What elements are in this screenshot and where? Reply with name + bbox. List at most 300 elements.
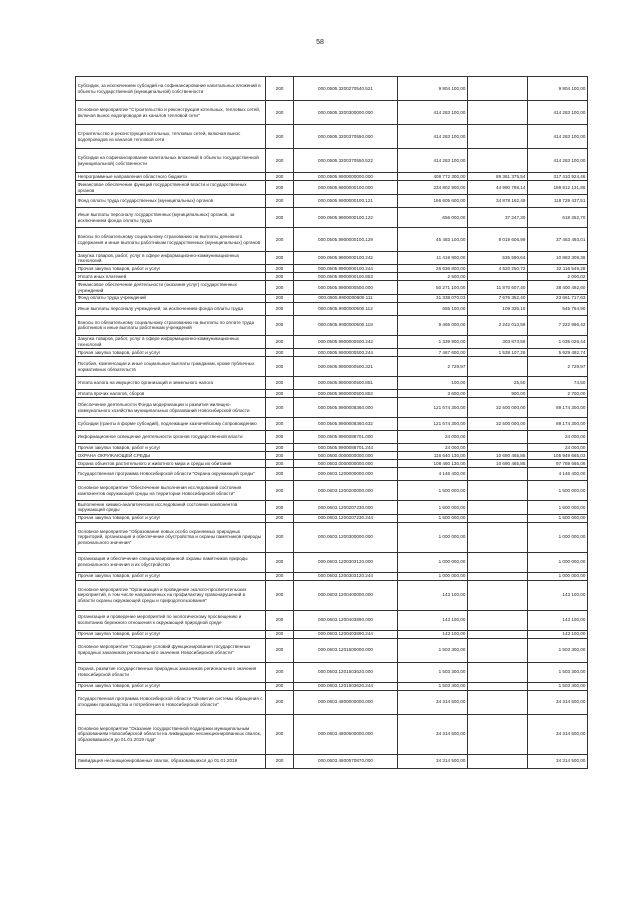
row-approved: 1 500 000,00 (398, 481, 468, 501)
row-remaining: 24 000,00 (528, 431, 588, 444)
row-approved: 1 000 000,00 (398, 522, 468, 552)
row-executed (468, 149, 528, 173)
row-name: Финансовое обеспечение деятельности (оказания услуг) государственных учреждений (76, 281, 266, 294)
row-kbk: 000.0603.0000000000.000 (294, 460, 398, 468)
table-row (76, 265, 588, 273)
row-name: Уплата прочих налогов, сборов (76, 390, 266, 398)
row-executed (468, 682, 528, 690)
row-kbk: 000.0603.4800570870.000 (294, 754, 398, 768)
row-name: ОХРАНА ОКРУЖАЮЩЕЙ СРЕДЫ (76, 452, 266, 460)
row-approved: 9 804 100,00 (398, 77, 468, 101)
row-code: 200 (266, 208, 294, 228)
table-row (76, 460, 588, 468)
table-row (76, 522, 588, 552)
table-row (76, 452, 588, 460)
table-row (76, 638, 588, 662)
row-approved: 1 000 000,00 (398, 572, 468, 580)
row-code: 200 (266, 522, 294, 552)
row-name: Прочая закупка товаров, работ и услуг (76, 349, 266, 357)
row-remaining: 143 100,00 (528, 580, 588, 610)
row-remaining: 143 100,00 (528, 610, 588, 630)
table-row (76, 444, 588, 452)
row-executed: 11 870 607,40 (468, 281, 528, 294)
row-name: Основное мероприятие "Обеспечение выполнения исследований состояния компонентов окружающей среды на территории Новосибирской области" (76, 481, 266, 501)
row-remaining: 2 700,00 (528, 390, 588, 398)
row-kbk: 000.0505.9900000100.244 (294, 265, 398, 273)
table-row (76, 580, 588, 610)
table-row (76, 125, 588, 149)
row-executed (468, 481, 528, 501)
row-kbk: 000.0603.1200207230.000 (294, 501, 398, 514)
row-code: 200 (266, 228, 294, 252)
row-remaining: 414 283 100,00 (528, 101, 588, 125)
row-executed (468, 580, 528, 610)
row-name: Непрограммные направления областного бюджета (76, 173, 266, 181)
row-code: 200 (266, 662, 294, 682)
row-remaining: 414 283 100,00 (528, 125, 588, 149)
table-row (76, 552, 588, 572)
row-executed: 535 590,64 (468, 252, 528, 265)
row-code: 200 (266, 281, 294, 294)
table-row (76, 349, 588, 357)
table-row (76, 281, 588, 294)
row-code: 200 (266, 273, 294, 281)
row-approved: 655 100,00 (398, 302, 468, 315)
row-kbk: 000.0505.9900000500.112 (294, 302, 398, 315)
table-row (76, 335, 588, 348)
row-approved: 26 636 800,00 (398, 265, 468, 273)
table-row (76, 514, 588, 522)
row-executed (468, 431, 528, 444)
row-executed (468, 273, 528, 281)
row-kbk: 000.0505.3200370550.522 (294, 149, 398, 173)
row-name: Прочая закупка товаров, работ и услуг (76, 514, 266, 522)
row-approved: 1 339 900,00 (398, 335, 468, 348)
row-remaining: 317 410 924,46 (528, 173, 588, 181)
row-kbk: 000.0505.9900000100.853 (294, 273, 398, 281)
row-approved: 1 500 000,00 (398, 514, 468, 522)
row-remaining: 23 661 717,63 (528, 294, 588, 302)
row-code: 200 (266, 460, 294, 468)
row-executed: 32 500 000,00 (468, 398, 528, 418)
row-kbk: 000.0505.9900000500.851 (294, 377, 398, 390)
row-executed (468, 468, 528, 481)
row-approved: 7 467 600,00 (398, 349, 468, 357)
row-kbk: 000.0505.3200300000.000 (294, 101, 398, 125)
table-row (76, 357, 588, 377)
row-approved: 31 338 070,03 (398, 294, 468, 302)
row-approved: 1 503 300,00 (398, 662, 468, 682)
row-name: Выполнение химико-аналитических исследований состояния компонентов окружающей среды (76, 501, 266, 514)
row-name: Прочая закупка товаров, работ и услуг (76, 572, 266, 580)
row-code: 200 (266, 77, 294, 101)
row-remaining: 89 174 300,00 (528, 398, 588, 418)
row-executed: 4 520 250,72 (468, 265, 528, 273)
row-executed: 37 247,30 (468, 208, 528, 228)
row-kbk: 000.0505.9900000100.129 (294, 228, 398, 252)
row-name: Закупка товаров, работ, услуг в сфере информационно-коммуникационных технологий (76, 252, 266, 265)
row-remaining: 34 314 500,00 (528, 754, 588, 768)
row-code: 200 (266, 552, 294, 572)
row-name: Строительство и реконструкция котельных, тепловых сетей, включая вынос водопроводов из каналов тепловой сети (76, 125, 266, 149)
row-executed: 109 335,10 (468, 302, 528, 315)
row-name: Уплата иных платежей (76, 273, 266, 281)
row-code: 200 (266, 418, 294, 431)
row-name: Иные выплаты персоналу учреждений, за исключением фонда оплаты труда (76, 302, 266, 315)
row-kbk: 000.0505.9900000100.242 (294, 252, 398, 265)
row-approved: 1 000 000,00 (398, 552, 468, 572)
row-kbk: 000.0505.9900000500.852 (294, 390, 398, 398)
row-kbk: 000.0505.9900088701.244 (294, 444, 398, 452)
row-code: 200 (266, 398, 294, 418)
table-row (76, 101, 588, 125)
row-remaining: 9 804 100,00 (528, 77, 588, 101)
row-executed: 900,00 (468, 390, 528, 398)
row-executed (468, 610, 528, 630)
row-remaining: 24 000,00 (528, 444, 588, 452)
table-row (76, 181, 588, 195)
row-approved: 414 283 100,00 (398, 101, 468, 125)
row-kbk: 000.0505.9900000500.321 (294, 357, 398, 377)
row-name: Иные выплаты персоналу государственных (муниципальных) органов, за исключением фонда оплаты труда (76, 208, 266, 228)
row-code: 200 (266, 431, 294, 444)
row-executed (468, 357, 528, 377)
row-kbk: 000.0505.9900000500.119 (294, 315, 398, 335)
row-approved: 24 000,00 (398, 431, 468, 444)
table-row (76, 682, 588, 690)
row-kbk: 000.0505.9900000100.122 (294, 208, 398, 228)
row-name: Прочая закупка товаров, работ и услуг (76, 682, 266, 690)
row-approved: 1 503 300,00 (398, 682, 468, 690)
row-approved: 406 772 300,00 (398, 173, 468, 181)
row-kbk: 000.0505.3200270540.521 (294, 77, 398, 101)
table-row (76, 501, 588, 514)
table-row (76, 690, 588, 714)
row-approved: 116 640 130,00 (398, 452, 468, 460)
row-executed: 303 873,56 (468, 335, 528, 348)
row-code: 200 (266, 149, 294, 173)
row-approved: 166 605 600,00 (398, 195, 468, 208)
row-approved: 1 503 300,00 (398, 638, 468, 662)
row-code: 200 (266, 572, 294, 580)
table-row (76, 418, 588, 431)
row-code: 200 (266, 580, 294, 610)
row-approved: 3 600,00 (398, 390, 468, 398)
table-row (76, 398, 588, 418)
row-approved: 143 100,00 (398, 610, 468, 630)
row-code: 200 (266, 714, 294, 754)
row-executed (468, 125, 528, 149)
row-remaining: 1 000 000,00 (528, 552, 588, 572)
row-remaining: 545 764,90 (528, 302, 588, 315)
row-name: Основное мероприятие "Создание условий функционирования государственных природных заказников регионального значения Новосибирской области" (76, 638, 266, 662)
row-approved: 11 418 900,00 (398, 252, 468, 265)
row-code: 200 (266, 349, 294, 357)
table-row (76, 173, 588, 181)
row-approved: 108 460 130,00 (398, 460, 468, 468)
row-name: Субсидии на софинансирование капитальных вложений в объекты государственной (муниципальной) собственности (76, 149, 266, 173)
row-name: Основное мероприятие "Оказание государственной поддержки муниципальным образованиям Новосибирской области на ликвидацию несанкционированных свалок, образовавшихся до 01.01.2019 года" (76, 714, 266, 754)
row-code: 200 (266, 610, 294, 630)
row-remaining: 37 463 493,01 (528, 228, 588, 252)
table-row (76, 481, 588, 501)
row-executed (468, 522, 528, 552)
row-approved: 50 271 100,00 (398, 281, 468, 294)
row-name: Прочая закупка товаров, работ и услуг (76, 444, 266, 452)
row-kbk: 000.0603.1201503620.244 (294, 682, 398, 690)
row-remaining: 22 116 549,28 (528, 265, 588, 273)
row-remaining: 1 503 300,00 (528, 662, 588, 682)
row-name: Обеспечение деятельности Фонда модернизации и развития жилищно-коммунального хозяйства муниципальных образований Новосибирской области (76, 398, 266, 418)
row-code: 200 (266, 501, 294, 514)
row-name: Взносы по обязательному социальному страхованию на выплаты денежного содержания и иные выплаты работникам государственных (муниципальных) органов (76, 228, 266, 252)
table-row (76, 294, 588, 302)
row-name: Уплата налога на имущество организаций и земельного налога (76, 377, 266, 390)
row-executed (468, 501, 528, 514)
row-approved: 414 283 100,00 (398, 149, 468, 173)
row-code: 200 (266, 444, 294, 452)
row-kbk: 000.0505.3200370550.000 (294, 125, 398, 149)
row-code: 200 (266, 452, 294, 460)
table-row (76, 208, 588, 228)
row-code: 200 (266, 754, 294, 768)
row-kbk: 000.0603.1200400000.000 (294, 580, 398, 610)
row-executed: 1 538 107,28 (468, 349, 528, 357)
row-executed: 8 019 606,99 (468, 228, 528, 252)
row-approved: 4 146 400,00 (398, 468, 468, 481)
row-kbk: 000.0600.0000000000.000 (294, 452, 398, 460)
row-approved: 414 283 100,00 (398, 125, 468, 149)
row-name: Субсидии (гранты в форме субсидий), подлежащие казначейскому сопровождению (76, 418, 266, 431)
row-executed (468, 714, 528, 754)
row-approved: 34 314 500,00 (398, 690, 468, 714)
table-row (76, 630, 588, 638)
row-code: 200 (266, 690, 294, 714)
row-code: 200 (266, 294, 294, 302)
row-remaining: 105 949 665,03 (528, 452, 588, 460)
row-kbk: 000.0603.4800000000.000 (294, 690, 398, 714)
row-code: 200 (266, 630, 294, 638)
row-executed: 34 878 162,49 (468, 195, 528, 208)
row-code: 200 (266, 682, 294, 690)
row-remaining: 2 000,02 (528, 273, 588, 281)
row-kbk: 000.0505.9900000100.121 (294, 195, 398, 208)
row-kbk: 000.0603.1200303120.244 (294, 572, 398, 580)
row-executed (468, 754, 528, 768)
row-code: 200 (266, 302, 294, 315)
table-row (76, 252, 588, 265)
row-kbk: 000.0505.9900000500.111 (294, 294, 398, 302)
row-remaining: 414 283 100,00 (528, 149, 588, 173)
table-row (76, 273, 588, 281)
row-approved: 34 314 500,00 (398, 754, 468, 768)
budget-table-body (76, 77, 588, 769)
row-remaining: 5 929 492,74 (528, 349, 588, 357)
row-kbk: 000.0603.1200200000.000 (294, 481, 398, 501)
row-remaining: 1 503 300,00 (528, 682, 588, 690)
table-row (76, 377, 588, 390)
row-kbk: 000.0603.1200207230.244 (294, 514, 398, 522)
row-remaining: 1 035 026,44 (528, 335, 588, 348)
row-approved: 1 500 000,00 (398, 501, 468, 514)
row-executed (468, 101, 528, 125)
row-kbk: 000.0505.9900008360.632 (294, 418, 398, 431)
row-executed (468, 662, 528, 682)
row-remaining: 118 729 437,51 (528, 195, 588, 208)
table-row (76, 228, 588, 252)
row-remaining: 4 146 400,00 (528, 468, 588, 481)
row-name: Организация и обеспечение специализированной охраны памятников природы регионального значения и их обустройство (76, 552, 266, 572)
row-kbk: 000.0603.1201503620.000 (294, 662, 398, 682)
row-remaining: 1 000 000,00 (528, 522, 588, 552)
row-remaining: 1 503 300,00 (528, 638, 588, 662)
row-executed: 10 690 465,85 (468, 460, 528, 468)
row-kbk: 000.0505.9900000000.000 (294, 173, 398, 181)
row-remaining: 10 883 309,36 (528, 252, 588, 265)
row-code: 200 (266, 315, 294, 335)
row-code: 200 (266, 357, 294, 377)
row-executed (468, 444, 528, 452)
row-kbk: 000.0505.9900008360.000 (294, 398, 398, 418)
row-approved: 2 500,00 (398, 273, 468, 281)
row-executed: 32 500 000,00 (468, 418, 528, 431)
row-approved: 121 674 300,00 (398, 398, 468, 418)
row-name: Ликвидация несанкционированных свалок, образовавшихся до 01.01.2019 (76, 754, 266, 768)
row-kbk: 000.0603.1201500000.000 (294, 638, 398, 662)
row-approved: 121 674 300,00 (398, 418, 468, 431)
row-remaining: 2 729,97 (528, 357, 588, 377)
table-row (76, 714, 588, 754)
row-remaining: 1 500 000,00 (528, 501, 588, 514)
row-kbk: 000.0505.9900000500.244 (294, 349, 398, 357)
row-remaining: 7 222 986,42 (528, 315, 588, 335)
row-executed: 10 690 465,85 (468, 452, 528, 460)
row-code: 200 (266, 335, 294, 348)
row-kbk: 000.0505.9900000100.000 (294, 181, 398, 195)
row-executed (468, 77, 528, 101)
row-remaining: 1 500 000,00 (528, 481, 588, 501)
row-remaining: 618 252,70 (528, 208, 588, 228)
row-code: 200 (266, 125, 294, 149)
row-kbk: 000.0505.9900088701.000 (294, 431, 398, 444)
table-row (76, 302, 588, 315)
table-row (76, 431, 588, 444)
row-remaining: 97 769 665,06 (528, 460, 588, 468)
row-remaining: 189 812 131,86 (528, 181, 588, 195)
row-name: Охрана объектов растительного и животного мира и среды их обитания (76, 460, 266, 468)
row-kbk: 000.0505.9900000500.000 (294, 281, 398, 294)
row-approved: 143 100,00 (398, 630, 468, 638)
row-remaining: 89 174 300,00 (528, 418, 588, 431)
row-name: Финансовое обеспечение функций государственной власти и государственных органов (76, 181, 266, 195)
row-code: 200 (266, 638, 294, 662)
row-name: Организация и проведение мероприятий по экологическому просвещению и воспитанию бережного отношения к окружающей природной среде (76, 610, 266, 630)
row-name: Основное мероприятие "Образование новых особо охраняемых природных территорий, организация и обеспечение обустройства и охраны памятников природы регионального значения" (76, 522, 266, 552)
row-name: Прочая закупка товаров, работ и услуг (76, 265, 266, 273)
row-approved: 45 483 100,00 (398, 228, 468, 252)
table-row (76, 77, 588, 101)
row-kbk: 000.0603.1200403890.244 (294, 630, 398, 638)
row-code: 200 (266, 173, 294, 181)
row-executed (468, 514, 528, 522)
row-name: Информационное освещение деятельности органов государственной власти (76, 431, 266, 444)
row-remaining: 34 314 500,00 (528, 714, 588, 754)
row-name: Государственная программа Новосибирской области "Развитие системы обращения с отходами производства и потребления в Новосибирской области" (76, 690, 266, 714)
row-code: 200 (266, 514, 294, 522)
row-name: Пособия, компенсации и иные социальные выплаты гражданам, кроме публичных нормативных обязательств (76, 357, 266, 377)
row-code: 200 (266, 390, 294, 398)
row-kbk: 000.0603.1200403890.000 (294, 610, 398, 630)
row-approved: 9 465 000,00 (398, 315, 468, 335)
table-row (76, 754, 588, 768)
table-row (76, 662, 588, 682)
row-kbk: 000.0603.1200000000.000 (294, 468, 398, 481)
row-executed: 25,50 (468, 377, 528, 390)
row-executed: 89 361 375,54 (468, 173, 528, 181)
row-code: 200 (266, 195, 294, 208)
row-kbk: 000.0603.4800500000.000 (294, 714, 398, 754)
row-remaining: 38 400 492,60 (528, 281, 588, 294)
row-name: Прочая закупка товаров, работ и услуг (76, 630, 266, 638)
page-number: 58 (316, 39, 324, 46)
row-remaining: 1 500 000,00 (528, 514, 588, 522)
row-approved: 2 729,97 (398, 357, 468, 377)
table-row (76, 468, 588, 481)
row-name: Закупка товаров, работ, услуг в сфере информационно-коммуникационных технологий (76, 335, 266, 348)
row-kbk: 000.0603.1200300000.000 (294, 522, 398, 552)
budget-table (75, 76, 588, 769)
table-row (76, 195, 588, 208)
row-name: Основное мероприятие "Организация и проведение эколого-просветительских мероприятий, в том числе направленных на профилактику правонарушений в области охраны окружающей среды и природопользования" (76, 580, 266, 610)
table-row (76, 149, 588, 173)
row-code: 200 (266, 252, 294, 265)
row-executed (468, 572, 528, 580)
row-approved: 143 100,00 (398, 580, 468, 610)
row-executed: 44 990 768,14 (468, 181, 528, 195)
row-code: 200 (266, 468, 294, 481)
row-executed (468, 638, 528, 662)
row-kbk: 000.0603.1200303120.000 (294, 552, 398, 572)
row-code: 200 (266, 181, 294, 195)
row-name: Взносы по обязательному социальному страхованию на выплаты по оплате труда работников и иные выплаты работникам учреждений (76, 315, 266, 335)
row-kbk: 000.0505.9900000500.242 (294, 335, 398, 348)
table-row (76, 390, 588, 398)
row-approved: 34 314 500,00 (398, 714, 468, 754)
row-approved: 234 802 900,00 (398, 181, 468, 195)
row-approved: 100,00 (398, 377, 468, 390)
row-name: Фонд оплаты труда государственных (муниципальных) органов (76, 195, 266, 208)
row-remaining: 1 000 000,00 (528, 572, 588, 580)
row-executed: 2 242 013,58 (468, 315, 528, 335)
row-executed: 7 676 352,40 (468, 294, 528, 302)
row-code: 200 (266, 481, 294, 501)
row-executed (468, 552, 528, 572)
table-row (76, 315, 588, 335)
row-approved: 656 000,00 (398, 208, 468, 228)
row-name: Фонд оплаты труда учреждений (76, 294, 266, 302)
row-name: Основное мероприятие "Строительство и реконструкция котельных, тепловых сетей, включая вынос водопроводов из каналов тепловой сети" (76, 101, 266, 125)
row-approved: 24 000,00 (398, 444, 468, 452)
row-remaining: 143 100,00 (528, 630, 588, 638)
row-name: Государственная программа Новосибирской области "Охрана окружающей среды" (76, 468, 266, 481)
row-executed (468, 690, 528, 714)
row-executed (468, 630, 528, 638)
row-remaining: 74,50 (528, 377, 588, 390)
table-row (76, 572, 588, 580)
row-code: 200 (266, 265, 294, 273)
row-remaining: 34 314 500,00 (528, 690, 588, 714)
row-code: 200 (266, 377, 294, 390)
